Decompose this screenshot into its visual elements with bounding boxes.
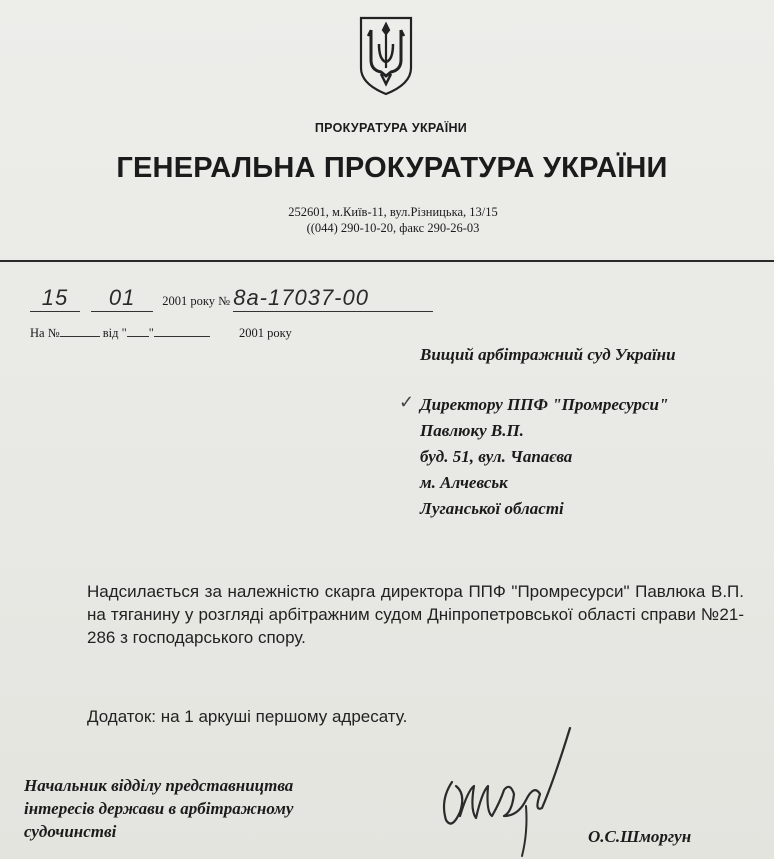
organization-title: ГЕНЕРАЛЬНА ПРОКУРАТУРА УКРАЇНИ <box>116 152 668 184</box>
in-reply-quote: " <box>148 326 154 340</box>
signatory-title-line3: судочинстві <box>24 822 117 841</box>
signatory-title-line1: Начальник відділу представництва <box>24 776 294 795</box>
in-reply-prefix: На № <box>30 326 60 340</box>
in-reply-year: 2001 року <box>238 326 292 340</box>
organization-address: 252601, м.Київ-11, вул.Різницька, 13/15 <box>288 205 498 219</box>
addressee-recipient: Директору ППФ "Промресурси" <box>420 395 669 414</box>
attachment-note: Додаток: на 1 аркуші першому адресату. <box>87 707 408 726</box>
letterhead-divider <box>0 260 774 262</box>
in-reply-from: від " <box>102 326 127 340</box>
addressee-city: м. Алчевськ <box>420 473 508 492</box>
in-reply-month-field <box>154 336 210 337</box>
addressee-street: буд. 51, вул. Чапаєва <box>420 447 573 466</box>
signatory-title-line2: інтересів держави в арбітражному <box>24 799 294 818</box>
date-day-field <box>30 285 80 312</box>
year-text: 2001 року № <box>162 294 231 308</box>
in-reply-number-field <box>60 336 100 337</box>
handwritten-signature <box>430 720 580 859</box>
organization-phones: ((044) 290-10-20, факс 290-26-03 <box>306 221 480 235</box>
organization-short-title: ПРОКУРАТУРА УКРАЇНИ <box>314 121 468 135</box>
incoming-reference <box>30 326 292 341</box>
document-number-field <box>233 285 433 312</box>
addressee-court: Вищий арбітражний суд України <box>420 345 676 364</box>
date-day: 15 <box>41 285 69 310</box>
addressee-block <box>420 342 676 522</box>
letter-body: Надсилається за належністю скарга директора ППФ "Промресурси" Павлюка В.П. на тяганину у розгляді арбітражним судом Дніпропетровської області справи №21-286 з господарського спору. <box>87 582 744 647</box>
signatory-title <box>24 774 293 843</box>
addressee-name: Павлюку В.П. <box>420 421 524 440</box>
date-month-field <box>91 285 153 312</box>
checkmark-icon: ✓ <box>399 392 415 412</box>
outgoing-reference <box>30 285 433 312</box>
trident-coat-of-arms-icon <box>357 16 415 96</box>
addressee-region: Луганської області <box>420 499 564 518</box>
date-month: 01 <box>108 285 136 310</box>
in-reply-day-field <box>127 336 149 337</box>
document-number: 8а-17037-00 <box>233 285 369 310</box>
signatory-name: О.С.Шморгун <box>588 827 692 846</box>
